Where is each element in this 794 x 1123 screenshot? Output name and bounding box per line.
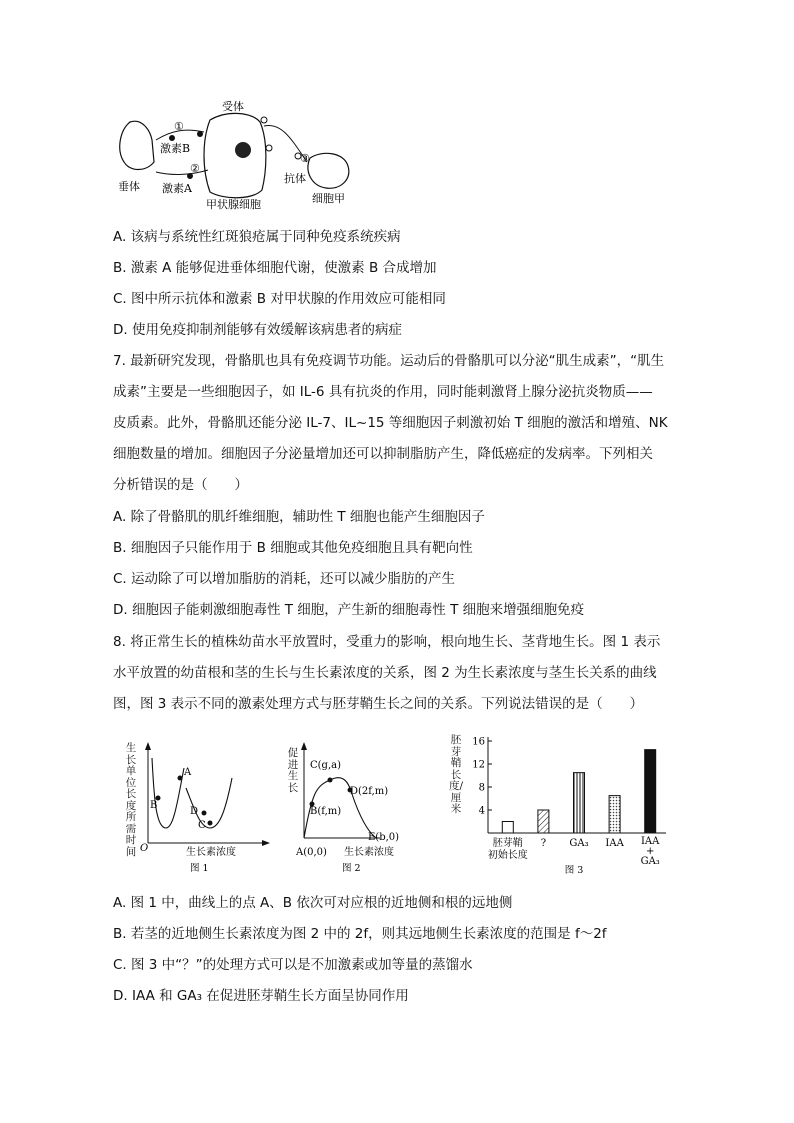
fig1-xlabel: 生长素浓度 bbox=[186, 847, 236, 858]
fig3-category-label-3: IAA bbox=[605, 838, 624, 849]
fig3-y-tick-label: 8 bbox=[478, 782, 485, 794]
q8-option-b: B. 若茎的近地侧生长素浓度为图 2 中的 2f，则其远地侧生长素浓度的范围是 f～2f bbox=[113, 926, 607, 942]
fig3-category-label-0: 胚芽鞘 bbox=[492, 838, 523, 849]
antibody-label: 抗体 bbox=[284, 172, 306, 185]
cell-jia-label: 细胞甲 bbox=[312, 192, 345, 205]
fig3-y-tick-label: 12 bbox=[472, 759, 485, 771]
fig3-bar-1 bbox=[538, 810, 549, 833]
nucleus bbox=[235, 142, 251, 158]
cell-jia-shape bbox=[308, 153, 349, 188]
hormone-a-label: 激素A bbox=[162, 182, 192, 195]
fig3-bar-3 bbox=[609, 796, 620, 833]
fig2-point-d: D(2f,m) bbox=[350, 786, 389, 797]
fig3-category-label-1: ? bbox=[540, 838, 547, 849]
q7-option-d: D. 细胞因子能刺激细胞毒性 T 细胞，产生新的细胞毒性 T 细胞来增强细胞免疫 bbox=[113, 602, 585, 618]
q7-option-c: C. 运动除了可以增加脂肪的消耗，还可以减少脂肪的产生 bbox=[113, 571, 456, 587]
fig3-bar-0 bbox=[502, 822, 513, 834]
q7-stem-line-3: 皮质素。此外，骨骼肌还能分泌 IL-7、IL~15 等细胞因子刺激初始 T 细胞的激活和增殖、NK bbox=[113, 415, 668, 431]
fig2-point-c: C(g,a) bbox=[310, 760, 341, 771]
q6-option-c: C. 图中所示抗体和激素 B 对甲状腺的作用效应可能相同 bbox=[113, 291, 446, 307]
fig3-ylabel: 胚芽鞘长度/厘米 bbox=[449, 734, 464, 815]
step3-label: ③ bbox=[300, 152, 310, 165]
q8-stem-line-1: 8. 将正常生长的植株幼苗水平放置时，受重力的影响，根向地生长、茎背地生长。图 1 表示 bbox=[113, 634, 661, 650]
q6-immune-diagram bbox=[112, 100, 362, 215]
fig3-bar-4 bbox=[645, 750, 656, 833]
fig3-category-label-2: GA₃ bbox=[569, 838, 589, 849]
fig1-point-a: A bbox=[184, 767, 192, 778]
fig1-origin: O bbox=[140, 843, 149, 854]
fig3-category-label-4: IAA bbox=[640, 836, 660, 847]
fig2-point-a: A(0,0) bbox=[296, 847, 327, 858]
fig3-category-label-4c: GA₃ bbox=[640, 856, 660, 867]
thyroid-cell-label: 甲状腺细胞 bbox=[206, 198, 261, 211]
q7-stem-line-1: 7. 最新研究发现，骨骼肌也具有免疫调节功能。运动后的骨骼肌可以分泌“肌生成素”，“肌生 bbox=[113, 353, 665, 369]
fig2-xlabel: 生长素浓度 bbox=[344, 847, 394, 858]
fig3-y-tick-label: 4 bbox=[478, 805, 485, 817]
hormone-b-label: 激素B bbox=[160, 142, 191, 155]
q8-stem-line-3: 图，图 3 表示不同的激素处理方式与胚芽鞘生长之间的关系。下列说法错误的是（ ） bbox=[113, 696, 644, 712]
fig1-ylabel: 生长单位长度所需时间 bbox=[125, 742, 137, 858]
step1-label: ① bbox=[174, 120, 184, 133]
fig2-caption: 图 2 bbox=[342, 863, 361, 874]
q7-stem-line-4: 细胞数量的增加。细胞因子分泌量增加还可以抑制脂肪产生，降低癌症的发病率。下列相关 bbox=[113, 446, 653, 462]
q7-stem-line-5: 分析错误的是（ ） bbox=[113, 477, 248, 493]
fig2-chart bbox=[296, 738, 426, 878]
fig3-category-label-4b: + bbox=[646, 846, 655, 857]
q8-option-d: D. IAA 和 GA₃ 在促进胚芽鞘生长方面呈协同作用 bbox=[113, 988, 409, 1004]
q8-option-c: C. 图 3 中“？”的处理方式可以是不加激素或加等量的蒸馏水 bbox=[113, 957, 473, 973]
fig2-ylabel: 促进生长 bbox=[287, 747, 299, 794]
q8-option-a: A. 图 1 中，曲线上的点 A、B 依次可对应根的近地侧和根的远地侧 bbox=[113, 895, 513, 911]
fig1-point-d: D bbox=[190, 806, 199, 817]
q6-option-b: B. 激素 A 能够促进垂体细胞代谢，使激素 B 合成增加 bbox=[113, 260, 437, 276]
q6-option-a: A. 该病与系统性红斑狼疮属于同种免疫系统疾病 bbox=[113, 229, 401, 245]
q7-option-a: A. 除了骨骼肌的肌纤维细胞，辅助性 T 细胞也能产生细胞因子 bbox=[113, 509, 485, 525]
fig3-category-label-0b: 初始长度 bbox=[487, 850, 528, 861]
fig1-chart bbox=[136, 738, 276, 878]
pituitary-shape bbox=[120, 121, 154, 169]
fig1-caption: 图 1 bbox=[190, 863, 209, 874]
q7-stem-line-2: 成素”主要是一些细胞因子，如 IL-6 具有抗炎的作用，同时能刺激肾上腺分泌抗炎物质—— bbox=[113, 384, 653, 400]
pituitary-label: 垂体 bbox=[118, 180, 140, 193]
fig1-point-c: C bbox=[198, 820, 206, 831]
fig2-point-e: E(b,0) bbox=[368, 832, 400, 843]
thyroid-cell-shape bbox=[204, 113, 266, 197]
fig3-y-tick-label: 16 bbox=[472, 736, 485, 748]
fig3-bar-chart bbox=[462, 733, 672, 878]
fig3-caption: 图 3 bbox=[564, 865, 584, 876]
step2-label: ② bbox=[190, 162, 200, 175]
q6-option-d: D. 使用免疫抑制剂能够有效缓解该病患者的病症 bbox=[113, 322, 402, 338]
q7-option-b: B. 细胞因子只能作用于 B 细胞或其他免疫细胞且具有靶向性 bbox=[113, 540, 473, 556]
fig1-point-b: B bbox=[150, 800, 158, 811]
receptor-label: 受体 bbox=[222, 100, 244, 113]
fig2-point-b: B(f,m) bbox=[310, 806, 342, 817]
q8-stem-line-2: 水平放置的幼苗根和茎的生长与生长素浓度的关系，图 2 为生长素浓度与茎生长关系的曲线 bbox=[113, 665, 657, 681]
fig3-bar-2 bbox=[574, 773, 585, 833]
